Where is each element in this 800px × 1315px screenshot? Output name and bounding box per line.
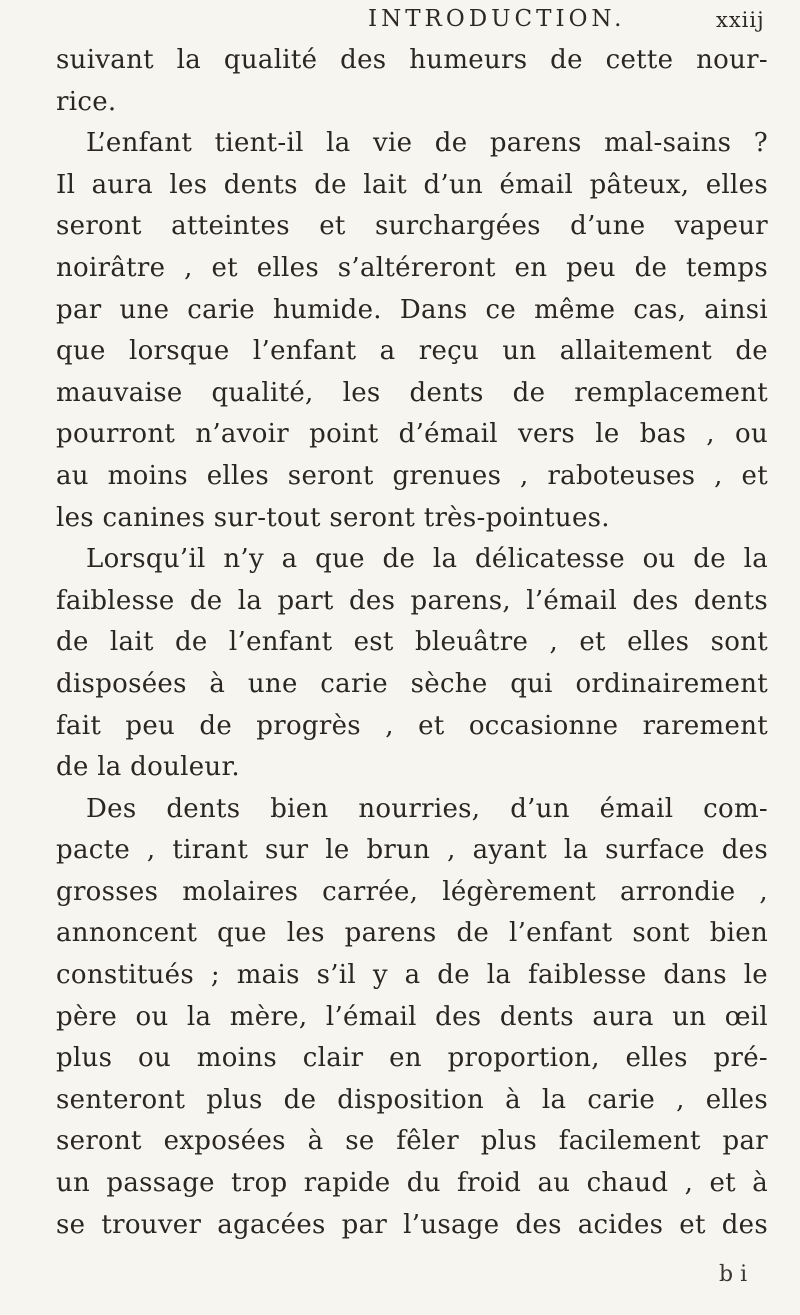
text-line: Lorsqu’il n’y a que de la délicatesse ou de la xyxy=(86,544,768,575)
text-line: de la douleur. xyxy=(56,752,240,783)
text-line: suivant la qualité des humeurs de cette nour- xyxy=(56,45,768,75)
text-line: au moins elles seront grenues , raboteuses , et xyxy=(56,460,768,491)
text-line: de lait de l’enfant est bleuâtre , et elles sont xyxy=(56,627,768,658)
text-line: L’enfant tient-il la vie de parens mal-sains ? xyxy=(86,128,768,159)
text-line: par une carie humide. Dans ce même cas, ainsi xyxy=(56,294,768,325)
text-line: Il aura les dents de lait d’un émail pâteux, elles xyxy=(56,169,768,200)
body-text xyxy=(56,40,768,1246)
text-line: annoncent que les parens de l’enfant sont bien xyxy=(56,918,768,949)
text-line: constitués ; mais s’il y a de la faiblesse dans le xyxy=(56,960,768,991)
text-line: noirâtre , et elles s’altéreront en peu de temps xyxy=(56,252,768,283)
text-line: pourront n’avoir point d’émail vers le bas , ou xyxy=(56,419,768,450)
text-line: seront exposées à se fêler plus facilement par xyxy=(56,1126,768,1157)
text-line: fait peu de progrès , et occasionne rarement xyxy=(56,710,768,741)
text-line: plus ou moins clair en proportion, elles pré- xyxy=(56,1043,768,1074)
text-line: un passage trop rapide du froid au chaud , et à xyxy=(56,1168,768,1199)
signature-mark: b i xyxy=(719,1262,748,1287)
text-line: grosses molaires carrée, légèrement arrondie , xyxy=(56,876,768,907)
text-line: père ou la mère, l’émail des dents aura un œil xyxy=(56,1001,768,1032)
text-line: que lorsque l’enfant a reçu un allaitement de xyxy=(56,336,768,367)
page-number: xxiij xyxy=(716,8,765,32)
text-line: seront atteintes et surchargées d’une vapeur xyxy=(56,211,768,242)
running-head: INTRODUCTION. xyxy=(368,6,626,32)
text-line: se trouver agacées par l’usage des acides et des xyxy=(56,1209,768,1240)
text-line: les canines sur-tout seront très-pointues. xyxy=(56,502,610,533)
text-line: disposées à une carie sèche qui ordinairement xyxy=(56,668,768,699)
text-line: Des dents bien nourries, d’un émail com- xyxy=(86,793,768,824)
text-line: pacte , tirant sur le brun , ayant la surface des xyxy=(56,835,768,866)
text-line: rice. xyxy=(56,86,117,117)
text-line: senteront plus de disposition à la carie , elles xyxy=(56,1084,768,1115)
text-line: faiblesse de la part des parens, l’émail des dents xyxy=(56,585,768,616)
text-line: mauvaise qualité, les dents de remplacement xyxy=(56,377,768,408)
